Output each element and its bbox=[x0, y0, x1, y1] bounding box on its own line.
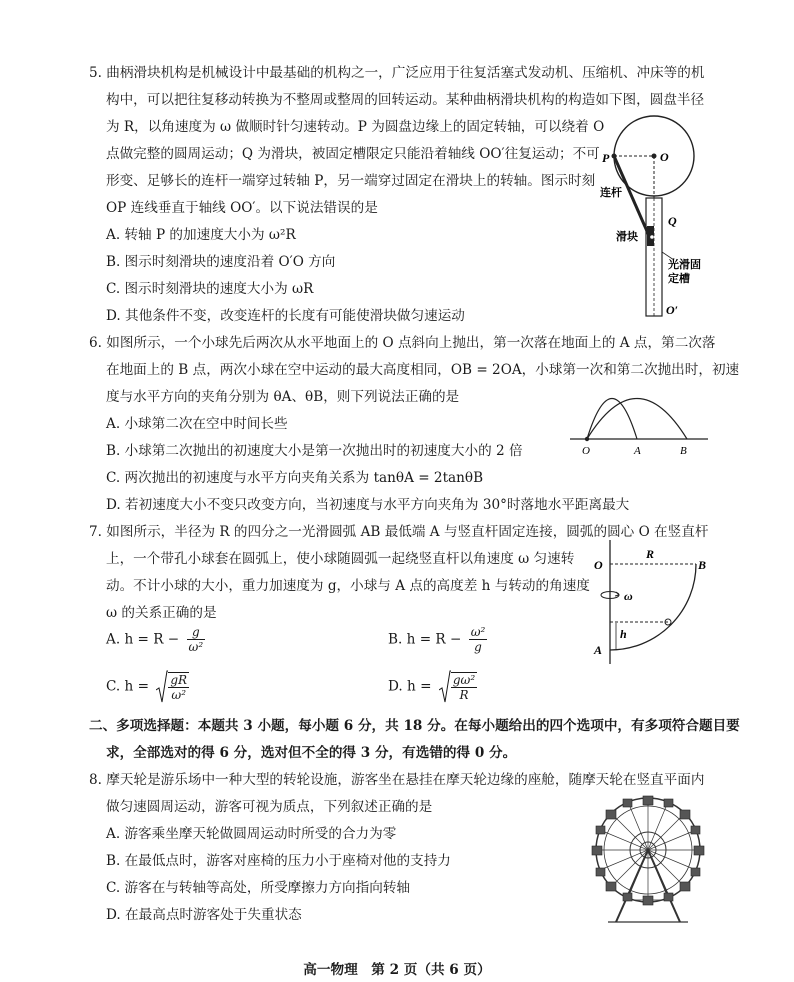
q7-stem-line3: 动。不计小球的大小，重力加速度为 g，小球与 A 点的高度差 h 与转动的角速度 bbox=[106, 578, 590, 594]
q6-stem-line1: 6. 如图所示，一个小球先后两次从水平地面上的 O 点斜向上抛出，第一次落在地面上的 A 点，第二次落 bbox=[89, 335, 716, 351]
q7-label-o: O bbox=[594, 558, 603, 572]
q5-option-c: C. 图示时刻滑块的速度大小为 ωR bbox=[106, 281, 314, 297]
q7-label-h: h bbox=[620, 627, 627, 641]
q5-stem-line2: 构中，可以把往复移动转换为不整周或整周的回转运动。某种曲柄滑块机构的构造如下图，圆盘半径 bbox=[106, 92, 705, 108]
q8-option-b: B. 在最低点时，游客对座椅的压力小于座椅对他的支持力 bbox=[106, 853, 451, 869]
q6-label-a: A bbox=[634, 445, 641, 457]
q5-label-slider: 滑块 bbox=[616, 231, 638, 243]
q5-option-d: D. 其他条件不变，改变连杆的长度有可能使滑块做匀速运动 bbox=[106, 308, 465, 324]
q7-stem-line2: 上，一个带孔小球套在圆弧上，使小球随圆弧一起绕竖直杆以角速度 ω 匀速转 bbox=[106, 551, 575, 567]
q5-stem-line6: OP 连线垂直于轴线 OO′。以下说法错误的是 bbox=[106, 200, 378, 216]
q5-stem-line5: 形变、足够长的连杆一端穿过转轴 P，另一端穿过固定在滑块上的转轴。图示时刻 bbox=[106, 173, 596, 189]
q5-label-rod: 连杆 bbox=[600, 187, 622, 199]
q7-option-b: B. h = R − $\frac{\text{ω²}}{g}$ bbox=[388, 625, 486, 654]
q5-label-p: P bbox=[602, 151, 610, 165]
q5-crank-slider-figure bbox=[596, 110, 706, 320]
q5-stem-line1: 5. 曲柄滑块机构是机械设计中最基础的机构之一，广泛应用于往复活塞式发动机、压缩机、冲床等的机 bbox=[89, 65, 705, 81]
q5-label-o: O bbox=[660, 150, 669, 164]
q8-ferris-wheel-figure bbox=[588, 790, 708, 925]
q6-stem-line2: 在地面上的 B 点，两次小球在空中运动的最大高度相同，OB = 2OA，小球第一次和第二次抛出时，初速 bbox=[106, 362, 740, 378]
q7-stem-line1: 7. 如图所示，半径为 R 的四分之一光滑圆弧 AB 最低端 A 与竖直杆固定连接，圆弧的圆心 O 在竖直杆 bbox=[89, 524, 709, 540]
q5-stem-line3: 为 R，以角速度为 ω 做顺时针匀速转动。P 为圆盘边缘上的固定转轴，可以绕着 O bbox=[106, 119, 605, 135]
q7-label-omega: ω bbox=[624, 589, 633, 603]
page-footer: 高一物理 第 2 页（共 6 页） bbox=[303, 962, 491, 978]
q7-label-r: R bbox=[646, 547, 655, 561]
q5-stem-line4: 点做完整的圆周运动；Q 为滑块，被固定槽限定只能沿着轴线 OO′往复运动；不可 bbox=[106, 146, 600, 162]
q7-label-a: A bbox=[594, 643, 603, 657]
q5-label-groove-2: 定槽 bbox=[668, 273, 690, 285]
section-2-heading-line2: 求，全部选对的得 6 分，选对但不全的得 3 分，有选错的得 0 分。 bbox=[106, 745, 517, 761]
q6-option-b: B. 小球第二次抛出的初速度大小是第一次抛出时的初速度大小的 2 倍 bbox=[106, 443, 523, 459]
q7-option-d: D. h = $\frac{\text{gω²}}{R}$ bbox=[388, 673, 476, 702]
q5-label-groove-1: 光滑固 bbox=[668, 259, 701, 271]
q7-label-b: B bbox=[698, 558, 707, 572]
q5-label-q: Q bbox=[668, 214, 677, 228]
q5-option-a: A. 转轴 P 的加速度大小为 ω²R bbox=[106, 227, 296, 243]
q6-stem-line3: 度与水平方向的夹角分别为 θA、θB，则下列说法正确的是 bbox=[106, 389, 460, 405]
q7-option-a: A. h = R − $\frac{g}{\text{ω²}}$ bbox=[106, 625, 204, 654]
q6-option-c: C. 两次抛出的初速度与水平方向夹角关系为 tanθA = 2tanθB bbox=[106, 470, 484, 486]
section-2-heading-line1: 二、多项选择题：本题共 3 小题，每小题 6 分，共 18 分。在每小题给出的四个选项中，有多项符合题目要 bbox=[89, 718, 740, 734]
q7-rotating-arc-figure bbox=[590, 540, 715, 665]
q6-option-a: A. 小球第二次在空中时间长些 bbox=[106, 416, 288, 432]
q8-stem-line2: 做匀速圆周运动，游客可视为质点，下列叙述正确的是 bbox=[106, 799, 433, 815]
q7-stem-line4: ω 的关系正确的是 bbox=[106, 605, 217, 621]
q6-label-b: B bbox=[680, 445, 687, 457]
q6-option-d: D. 若初速度大小不变只改变方向，当初速度与水平方向夹角为 30°时落地水平距离最大 bbox=[106, 497, 630, 513]
q7-option-c: C. h = $\frac{gR}{\text{ω²}}$ bbox=[106, 673, 188, 702]
q5-option-b: B. 图示时刻滑块的速度沿着 O′O 方向 bbox=[106, 254, 336, 270]
q8-stem-line1: 8. 摩天轮是游乐场中一种大型的转轮设施，游客坐在悬挂在摩天轮边缘的座舱，随摩天轮在竖直平面内 bbox=[89, 772, 705, 788]
q6-trajectory-figure bbox=[570, 378, 710, 458]
q6-label-o: O bbox=[582, 445, 590, 457]
q8-option-c: C. 游客在与转轴等高处，所受摩擦力方向指向转轴 bbox=[106, 880, 411, 896]
q8-option-a: A. 游客乘坐摩天轮做圆周运动时所受的合力为零 bbox=[106, 826, 397, 842]
q5-label-o-prime: O′ bbox=[666, 303, 679, 317]
q8-option-d: D. 在最高点时游客处于失重状态 bbox=[106, 907, 302, 923]
